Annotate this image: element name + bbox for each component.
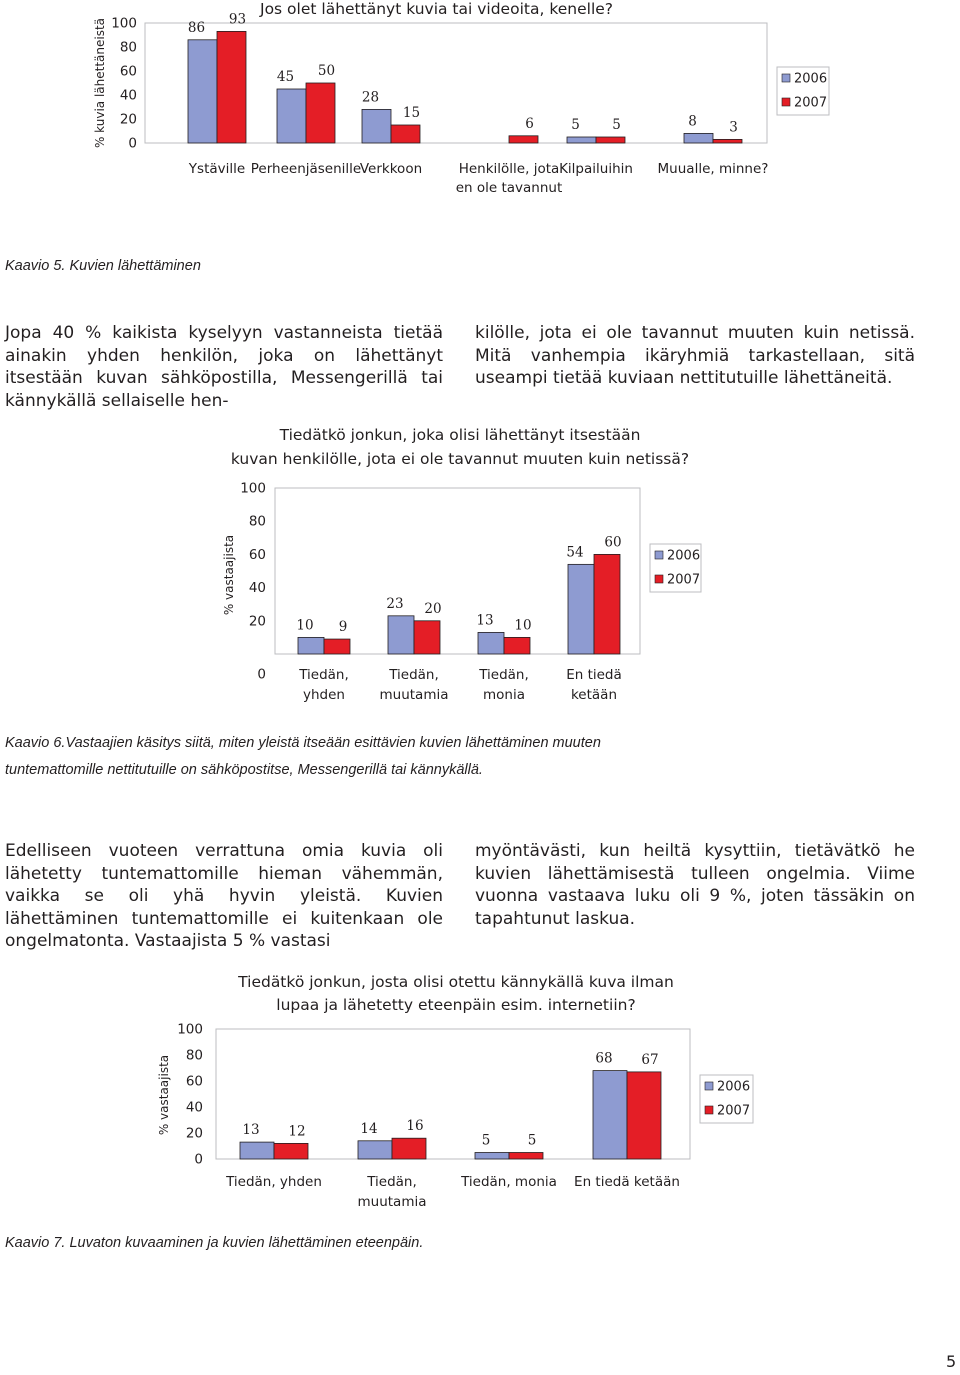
bar-2007-3 xyxy=(509,136,538,143)
category-label: ketään xyxy=(570,687,618,703)
bar-2007-1 xyxy=(306,83,335,143)
chart-3 xyxy=(0,965,960,1215)
data-label: 10 xyxy=(514,617,532,634)
category-label: muutamia xyxy=(379,687,449,703)
y-tick-label: 20 xyxy=(119,111,137,128)
legend-label: 2006 xyxy=(794,71,828,87)
data-label: 13 xyxy=(242,1122,260,1139)
y-tick-label: 40 xyxy=(248,580,266,597)
legend-label: 2007 xyxy=(717,1103,751,1119)
data-label: 86 xyxy=(187,19,206,36)
y-tick-label: 0 xyxy=(128,135,137,152)
legend-swatch-2006 xyxy=(655,551,663,559)
y-tick-label: 60 xyxy=(119,63,137,80)
bar-2006-3 xyxy=(593,1071,627,1159)
bar-2006-2 xyxy=(475,1153,509,1160)
category-label: Ystäville xyxy=(188,161,246,177)
category-label: Muualle, minne? xyxy=(657,161,769,177)
bar-2007-2 xyxy=(509,1153,543,1160)
bar-2007-2 xyxy=(504,637,530,654)
chart-title: kuvan henkilölle, jota ei ole tavannut muuten kuin netissä? xyxy=(230,450,690,468)
category-label: Tiedän, xyxy=(389,667,439,683)
legend-swatch-2007 xyxy=(705,1106,713,1114)
data-label: 20 xyxy=(424,600,442,617)
bar-2007-1 xyxy=(414,621,440,654)
paragraph-text: kilölle, jota ei ole tavannut muuten kuin netissä. Mitä vanhempia ikäryhmiä tarkastellaan, sitä useampi tietää kuviaan nettitutuille lähettäneitä. xyxy=(475,323,915,388)
data-label: 60 xyxy=(604,534,622,551)
caption-kaavio-6-line-1: Kaavio 6.Vastaajien käsitys siitä, miten yleistä itseään esittävien kuvien lähettäminen muuten xyxy=(5,735,601,751)
y-tick-label: 100 xyxy=(177,1021,203,1038)
y-tick-label: 0 xyxy=(194,1151,203,1168)
data-label: 9 xyxy=(338,619,348,636)
category-label: monia xyxy=(483,687,525,703)
bar-2007-0 xyxy=(324,639,350,654)
chart-title: lupaa ja lähetetty eteenpäin esim. internetiin? xyxy=(276,996,636,1014)
data-label: 15 xyxy=(402,105,421,121)
data-label: 5 xyxy=(571,117,580,133)
y-axis-label: % vastaajista xyxy=(222,534,236,616)
bar-2006-4 xyxy=(567,137,596,143)
bar-2006-0 xyxy=(188,40,217,143)
category-label: muutamia xyxy=(357,1194,427,1210)
category-label: En tiedä ketään xyxy=(574,1174,680,1190)
data-label: 16 xyxy=(406,1118,424,1135)
y-tick-label: 100 xyxy=(111,15,137,32)
y-tick-label: 100 xyxy=(240,480,266,497)
chart-title: Jos olet lähettänyt kuvia tai videoita, kenelle? xyxy=(260,0,614,18)
category-label: Tiedän, yhden xyxy=(226,1174,322,1190)
data-label: 14 xyxy=(360,1120,378,1137)
data-label: 5 xyxy=(527,1132,537,1149)
legend-swatch-2007 xyxy=(655,575,663,583)
y-tick-label: 60 xyxy=(185,1073,203,1090)
data-label: 28 xyxy=(361,89,380,106)
category-label: Tiedän, monia xyxy=(461,1174,557,1190)
y-tick-label: 20 xyxy=(248,613,266,630)
y-tick-label: 80 xyxy=(119,39,137,56)
bar-2007-1 xyxy=(392,1138,426,1159)
caption-kaavio-5: Kaavio 5. Kuvien lähettäminen xyxy=(5,258,201,274)
chart-title: Tiedätkö jonkun, josta olisi otettu kännykällä kuva ilman xyxy=(238,973,674,991)
data-label: 68 xyxy=(595,1050,613,1067)
bar-2006-1 xyxy=(388,616,414,654)
y-tick-label: 60 xyxy=(248,546,266,563)
bar-2006-1 xyxy=(277,89,306,143)
data-label: 10 xyxy=(296,617,314,634)
legend-label: 2006 xyxy=(717,1079,751,1095)
caption-kaavio-6-line-2: tuntemattomille nettitutuille on sähköpostitse, Messengerillä tai kännykällä. xyxy=(5,762,483,778)
bar-2006-2 xyxy=(362,109,391,143)
paragraph-2-left xyxy=(5,840,443,953)
caption-kaavio-7: Kaavio 7. Luvaton kuvaaminen ja kuvien lähettäminen eteenpäin. xyxy=(5,1235,424,1251)
paragraph-text: Edelliseen vuoteen verrattuna omia kuvia oli lähetetty tuntemattomille hieman vähemmän, vaikka se oli yhä hyvin yleistä. Kuvien lähettäminen tuntemattomille ei kuitenkaan ole ongelmatonta. Vastaajista 5 % vastasi xyxy=(5,841,443,951)
chart-2 xyxy=(0,420,960,710)
y-axis-label: % vastaajista xyxy=(157,1054,171,1136)
data-label: 45 xyxy=(276,69,295,85)
chart-title: Tiedätkö jonkun, joka olisi lähettänyt itsestään xyxy=(279,426,641,444)
y-tick-label: 80 xyxy=(185,1047,203,1064)
legend-label: 2006 xyxy=(667,548,701,564)
bar-2007-5 xyxy=(713,139,742,143)
category-label: Henkilölle, jota xyxy=(458,161,560,177)
y-tick-label: 40 xyxy=(185,1099,203,1116)
category-label: En tiedä xyxy=(566,667,622,683)
bar-2006-1 xyxy=(358,1141,392,1159)
legend-swatch-2006 xyxy=(705,1082,713,1090)
paragraph-text: Jopa 40 % kaikista kyselyyn vastanneista tietää ainakin yhden henkilön, joka on lähettänyt itsestään kuvan sähköpostilla, Messengerillä tai kännykällä sellaiselle hen- xyxy=(5,323,443,411)
data-label: 13 xyxy=(476,612,494,629)
bar-2006-0 xyxy=(298,637,324,654)
category-label: en ole tavannut xyxy=(455,180,563,196)
paragraph-1-right xyxy=(475,322,915,390)
paragraph-text: myöntävästi, kun heiltä kysyttiin, tietävätkö he kuvien lähettämisestä tulleen ongelmia. Viime vuonna vastaava luku oli 9 %, joten tässäkin on tapahtunut laskua. xyxy=(475,841,915,929)
category-label: Kilpailuihin xyxy=(559,161,633,177)
legend-swatch-2006 xyxy=(782,74,790,82)
data-label: 54 xyxy=(566,544,584,561)
y-tick-label: 0 xyxy=(257,666,266,683)
data-label: 12 xyxy=(288,1123,306,1140)
y-axis-label: % kuvia lähettäneistä xyxy=(93,17,107,149)
y-tick-label: 40 xyxy=(119,87,137,104)
category-label: Tiedän, xyxy=(479,667,529,683)
paragraph-1-left xyxy=(5,322,443,412)
bar-2006-5 xyxy=(684,133,713,143)
bar-2006-3 xyxy=(568,564,594,654)
legend-label: 2007 xyxy=(794,95,828,111)
y-tick-label: 20 xyxy=(185,1125,203,1142)
data-label: 93 xyxy=(228,11,247,28)
data-label: 67 xyxy=(641,1051,659,1068)
page-number: 5 xyxy=(946,1352,957,1371)
data-label: 23 xyxy=(386,595,404,612)
bar-2007-4 xyxy=(596,137,625,143)
bar-2007-0 xyxy=(217,31,246,143)
bar-2007-0 xyxy=(274,1143,308,1159)
paragraph-2-right xyxy=(475,840,915,930)
bar-2006-0 xyxy=(240,1142,274,1159)
category-label: Tiedän, xyxy=(367,1174,417,1190)
legend-swatch-2007 xyxy=(782,98,790,106)
data-label: 6 xyxy=(525,115,534,132)
category-label: Perheenjäsenille xyxy=(250,161,362,177)
data-label: 8 xyxy=(688,113,697,130)
legend-label: 2007 xyxy=(667,572,701,588)
data-label: 3 xyxy=(729,119,738,136)
chart-1 xyxy=(0,0,960,205)
data-label: 5 xyxy=(612,117,621,133)
category-label: yhden xyxy=(303,687,345,703)
data-label: 50 xyxy=(317,63,336,79)
bar-2007-3 xyxy=(594,554,620,654)
data-label: 5 xyxy=(481,1132,491,1149)
y-tick-label: 80 xyxy=(248,513,266,530)
bar-2006-2 xyxy=(478,632,504,654)
category-label: Verkkoon xyxy=(359,161,423,177)
bar-2007-3 xyxy=(627,1072,661,1159)
category-label: Tiedän, xyxy=(299,667,349,683)
bar-2007-2 xyxy=(391,125,420,143)
